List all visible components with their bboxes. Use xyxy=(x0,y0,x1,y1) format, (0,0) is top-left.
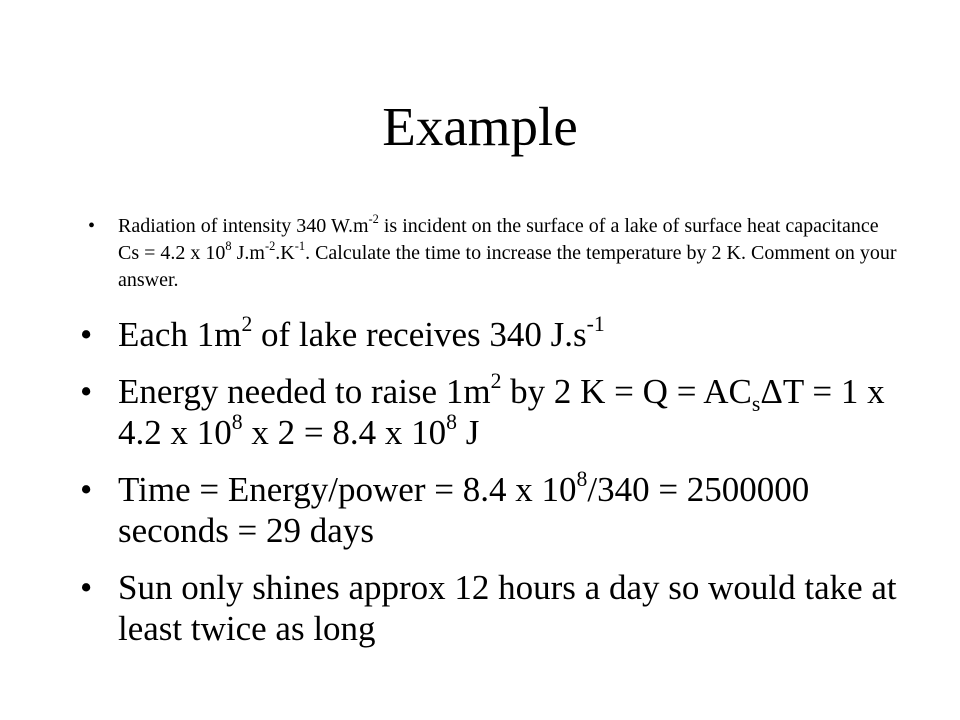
bullet-dot: • xyxy=(80,372,93,411)
superscript: 8 xyxy=(446,410,457,435)
superscript: -2 xyxy=(264,239,276,254)
superscript: -2 xyxy=(368,212,379,227)
bullet-text xyxy=(118,568,897,648)
superscript: 8 xyxy=(576,467,588,492)
text-run: is incident on the surface of a lake of surface heat capacitance Cs = 4.2 x 10 xyxy=(118,215,879,264)
superscript: 2 xyxy=(490,369,502,394)
text-run: Sun only shines approx 12 hours a day so would take at least twice as long xyxy=(118,568,897,648)
subscript: s xyxy=(751,392,761,416)
bullet-text xyxy=(118,467,810,550)
bullet-item xyxy=(80,469,900,551)
bullet-item xyxy=(80,314,900,355)
bullet-text xyxy=(118,212,897,291)
text-run: Time = Energy/power = 8.4 x 10 xyxy=(118,470,577,509)
text-run: of lake receives 340 J.s xyxy=(252,315,587,354)
superscript: 8 xyxy=(225,239,232,254)
text-run: /340 = 2500000 seconds = 29 days xyxy=(118,470,810,550)
bullet-item xyxy=(80,213,900,294)
bullet-text xyxy=(118,312,605,354)
superscript: 2 xyxy=(241,312,253,337)
bullet-list xyxy=(80,213,900,665)
superscript: -1 xyxy=(586,312,605,337)
text-run: ΔT = 1 x 4.2 x 10 xyxy=(118,372,885,452)
bullet-dot: • xyxy=(80,470,93,509)
text-run: J.m xyxy=(231,242,265,264)
slide-title: Example xyxy=(382,96,578,157)
text-run: Energy needed to raise 1m xyxy=(118,372,491,411)
text-run: J xyxy=(456,413,480,452)
text-run: .K xyxy=(275,242,295,264)
bullet-item xyxy=(80,567,900,649)
bullet-dot: • xyxy=(80,315,93,354)
bullet-text xyxy=(118,369,885,452)
bullet-dot: • xyxy=(80,568,93,607)
text-run: Each 1m xyxy=(118,315,242,354)
text-run: x 2 = 8.4 x 10 xyxy=(242,413,447,452)
text-run: Radiation of intensity 340 W.m xyxy=(118,215,369,237)
text-run: by 2 K = Q = AC xyxy=(501,372,752,411)
bullet-dot: • xyxy=(88,215,96,237)
text-run: . Calculate the time to increase the temperature by 2 K. Comment on your answer. xyxy=(118,242,897,291)
bullet-item xyxy=(80,371,900,453)
superscript: 8 xyxy=(231,410,243,435)
superscript: -1 xyxy=(294,239,306,254)
